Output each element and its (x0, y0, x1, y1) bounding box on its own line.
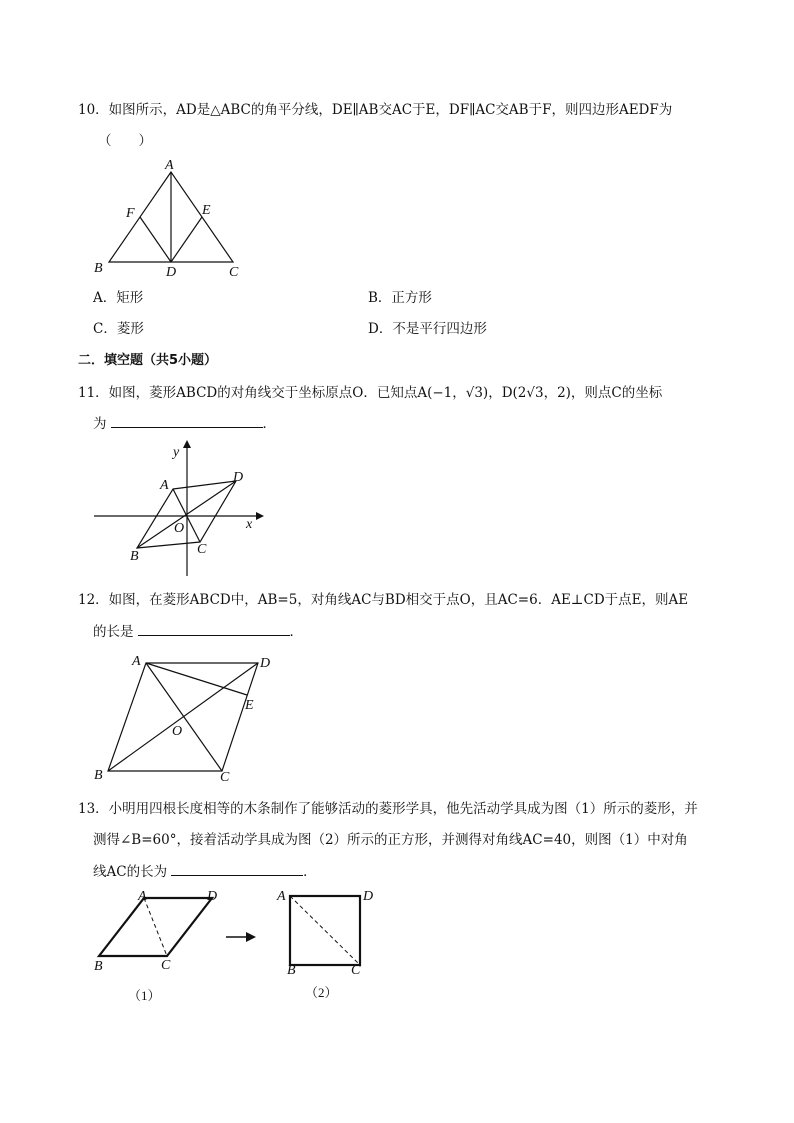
q11-stem-line1: 11．如图，菱形ABCD的对角线交于坐标原点O．已知点A(−1，√3)，D(2√3，2)，则点C的坐标 (78, 385, 663, 401)
q10-label-D: D (166, 265, 177, 280)
q13-stem-line2: 测得∠B=60°，接着活动学具成为图（2）所示的正方形，并测得对角线AC=40，则图（1）中对角 (93, 832, 688, 848)
q12-label-O: O (172, 724, 183, 739)
q11-stem-line2 (93, 414, 276, 433)
q10-label-E: E (202, 203, 211, 218)
q12-label-B: B (94, 768, 103, 783)
arrow-right-icon (224, 930, 258, 944)
q13-fig1-label-D: D (207, 889, 218, 904)
q11-answer-blank[interactable] (111, 414, 263, 428)
q11-label-A: A (160, 478, 169, 493)
q13-fig1-label-B: B (94, 959, 103, 974)
q10-triangle-figure (90, 158, 290, 278)
q11-prefix: 为 (93, 416, 107, 432)
q12-answer-blank[interactable] (138, 622, 290, 636)
q11-label-D: D (233, 470, 244, 485)
section-heading-fill-blank: 二．填空题（共5小题） (78, 353, 218, 368)
q13-answer-blank[interactable] (171, 862, 303, 876)
q10-option-A: A．矩形 (93, 290, 144, 306)
q10-option-B: B．正方形 (368, 290, 432, 306)
q13-fig1-label-A: A (138, 889, 147, 904)
q10-answer-paren: （ ） (98, 133, 152, 149)
q10-option-C: C．菱形 (93, 321, 144, 337)
q13-caption-1: （1） (128, 988, 161, 1003)
q12-suffix: ． (289, 624, 303, 640)
q11-suffix: ． (262, 416, 276, 432)
q12-stem-line1: 12．如图，在菱形ABCD中，AB=5，对角线AC与BD相交于点O，且AC=6．AE⊥CD于点E，则AE (78, 592, 689, 608)
q12-stem-line2 (93, 622, 303, 641)
q12-label-A: A (132, 654, 141, 669)
q11-label-C: C (197, 542, 207, 557)
q10-stem-line1: 10．如图所示，AD是△ABC的角平分线，DE∥AB交AC于E，DF∥AC交AB于F，则四边形AEDF为 (78, 102, 673, 118)
q13-suffix: ． (303, 864, 317, 880)
q13-caption-2: （2） (305, 985, 338, 1000)
q12-prefix: 的长是 (93, 624, 134, 640)
q13-stem-line3 (93, 862, 317, 881)
q13-fig2-label-A: A (277, 889, 286, 904)
q12-label-D: D (260, 656, 271, 671)
q10-label-F: F (126, 206, 135, 221)
q10-label-C: C (229, 265, 239, 280)
q13-stem-line1: 13．小明用四根长度相等的木条制作了能够活动的菱形学具，他先活动学具成为图（1）所示的菱形，并 (78, 801, 698, 817)
q13-fig2-label-B: B (287, 963, 296, 978)
q13-prefix: 线AC的长为 (93, 864, 168, 880)
q11-label-B: B (130, 549, 139, 564)
q11-axis-y: y (173, 445, 180, 460)
q11-coordinate-figure (90, 440, 270, 580)
q13-figure-1-rhombus (90, 888, 220, 1003)
q13-fig1-label-C: C (161, 958, 171, 973)
q12-label-C: C (220, 770, 230, 785)
q13-fig2-label-C: C (351, 963, 361, 978)
q10-label-B: B (94, 261, 103, 276)
q13-figure-2-square (275, 888, 385, 1003)
q12-rhombus-figure (90, 654, 280, 785)
q11-label-O: O (174, 521, 185, 536)
q11-axis-x: x (246, 517, 253, 532)
q10-label-A: A (165, 158, 174, 173)
q13-fig2-label-D: D (363, 889, 374, 904)
q12-label-E: E (245, 698, 254, 713)
q10-option-D: D．不是平行四边形 (368, 321, 487, 337)
